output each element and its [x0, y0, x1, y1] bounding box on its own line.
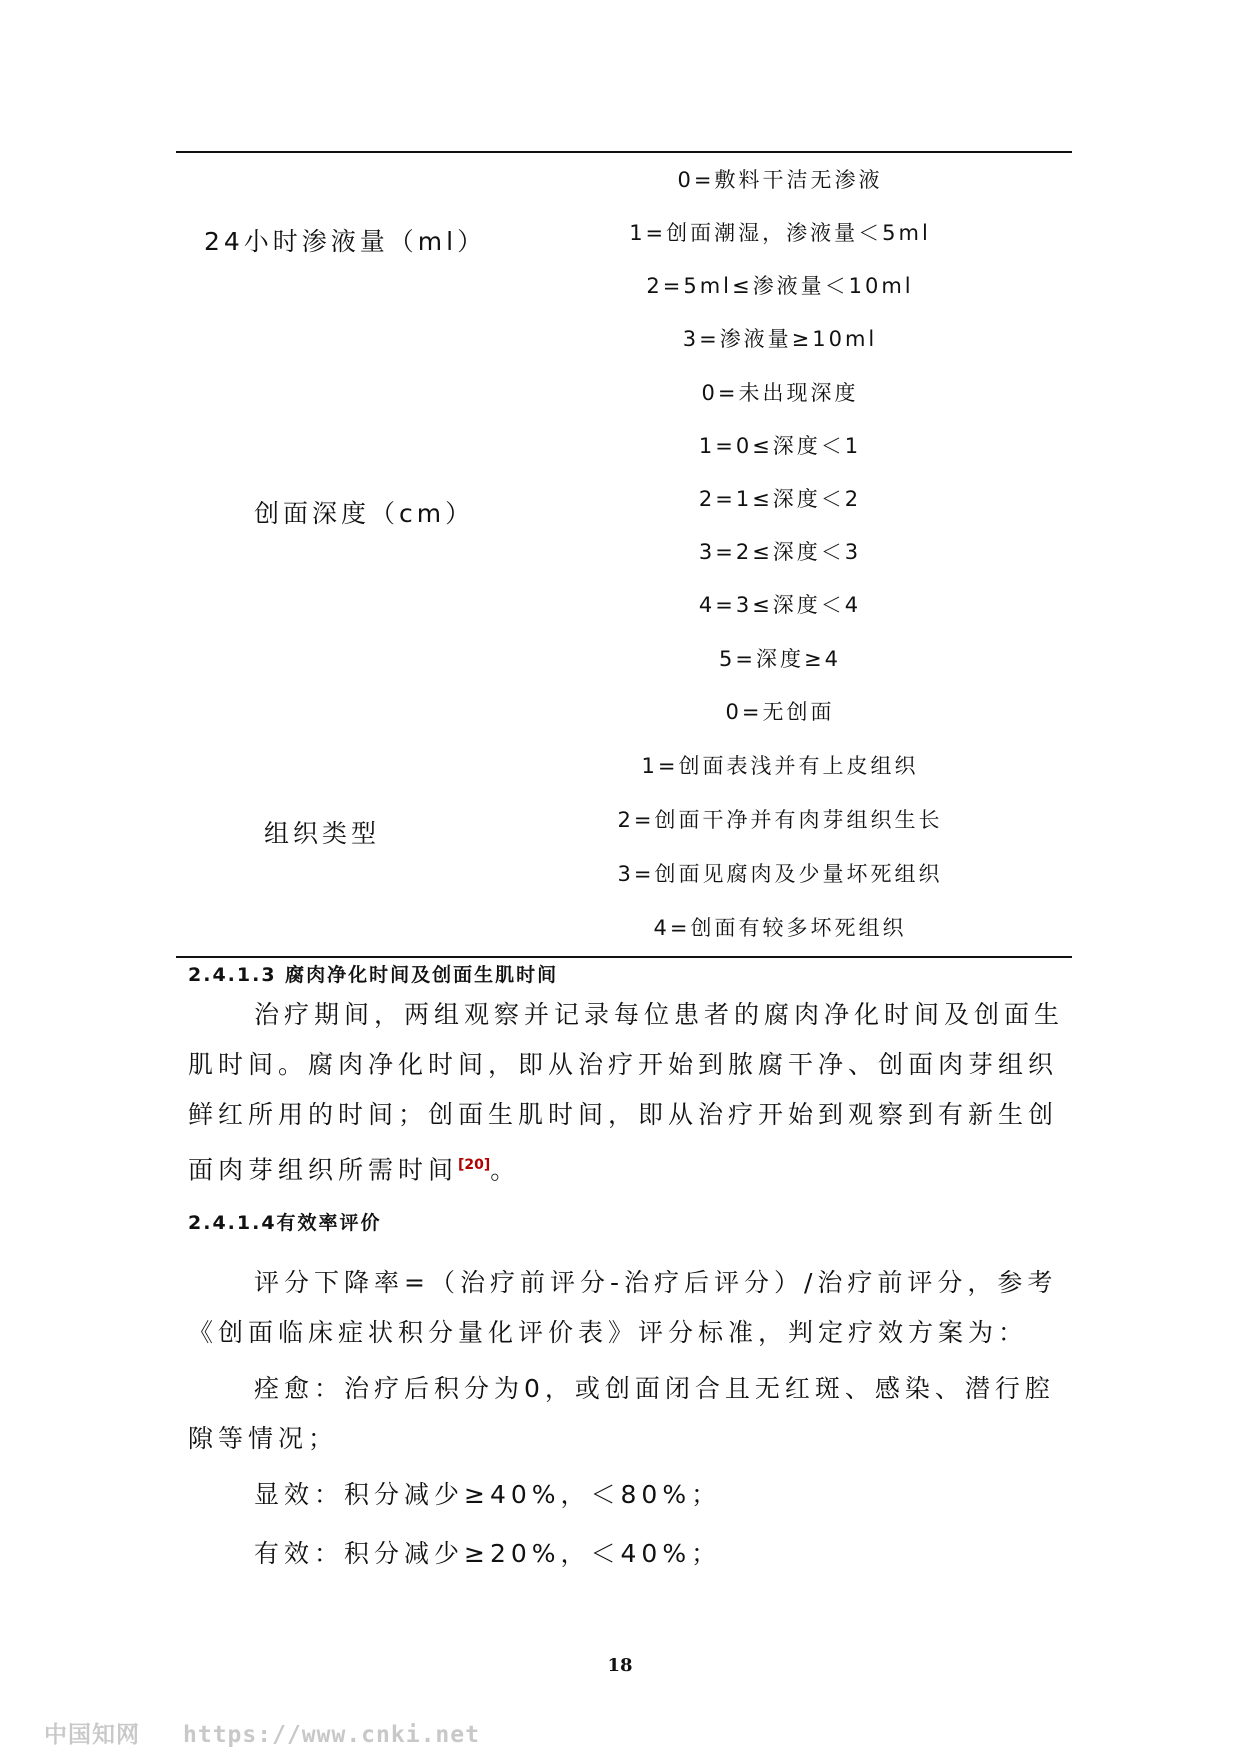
paragraph-tail: 。 [490, 1155, 521, 1185]
table-top-rule [176, 151, 1072, 153]
table-bottom-rule [176, 956, 1072, 958]
depth-item: 1=0≤深度＜1 [698, 434, 862, 458]
row-label-exudate: 24小时渗液量（ml） [204, 227, 487, 256]
depth-item: 0=未出现深度 [701, 381, 859, 405]
tissue-item: 1=创面表浅并有上皮组织 [641, 754, 919, 778]
row-label-depth: 创面深度（cm） [254, 499, 475, 528]
depth-item: 2=1≤深度＜2 [698, 487, 862, 511]
depth-item: 5=深度≥4 [719, 647, 841, 671]
paragraph-text: 评分下降率=（治疗前评分-治疗后评分）/治疗前评分，参考《创面临床症状积分量化评价表》评分标准，判定疗效方案为： [188, 1268, 1058, 1347]
body-paragraph [188, 1364, 1064, 1464]
body-paragraph [188, 1470, 1064, 1520]
tissue-item: 0=无创面 [725, 700, 835, 724]
footer-url[interactable]: https://www.cnki.net [183, 1722, 480, 1748]
citation-link[interactable]: [20] [458, 1157, 491, 1173]
section-heading: 2.4.1.4有效率评价 [188, 1212, 382, 1234]
watermark-footer [44, 1716, 480, 1749]
body-paragraph [188, 990, 1064, 1195]
tissue-item: 2=创面干净并有肉芽组织生长 [617, 808, 943, 832]
tissue-item: 3=创面见腐肉及少量坏死组织 [617, 862, 943, 886]
body-paragraph [188, 1529, 1064, 1579]
exudate-item: 0=敷料干洁无渗液 [677, 168, 883, 192]
exudate-item: 2=5ml≤渗液量＜10ml [646, 274, 914, 298]
body-paragraph [188, 1258, 1064, 1358]
paragraph-text: 痊愈：治疗后积分为0，或创面闭合且无红斑、感染、潜行腔隙等情况； [188, 1374, 1055, 1453]
section-heading: 2.4.1.3 腐肉净化时间及创面生肌时间 [188, 964, 559, 986]
paragraph-text: 有效：积分减少≥20%，＜40%； [254, 1539, 722, 1568]
page-number: 18 [607, 1655, 633, 1676]
paragraph-text: 显效：积分减少≥40%，＜80%； [254, 1480, 722, 1509]
paragraph-text: 治疗期间，两组观察并记录每位患者的腐肉净化时间及创面生肌时间。腐肉净化时间，即从治疗开始到脓腐干净、创面肉芽组织鲜红所用的时间；创面生肌时间，即从治疗开始到观察到有新生创面肉芽组织所需时间 [188, 1000, 1065, 1185]
depth-item: 4=3≤深度＜4 [698, 593, 862, 617]
depth-item: 3=2≤深度＜3 [698, 540, 862, 564]
exudate-item: 3=渗液量≥10ml [682, 327, 878, 351]
tissue-item: 4=创面有较多坏死组织 [653, 916, 907, 940]
footer-brand: 中国知网 [44, 1722, 140, 1748]
exudate-item: 1=创面潮湿，渗液量＜5ml [629, 221, 931, 245]
row-label-tissue: 组织类型 [264, 819, 381, 848]
